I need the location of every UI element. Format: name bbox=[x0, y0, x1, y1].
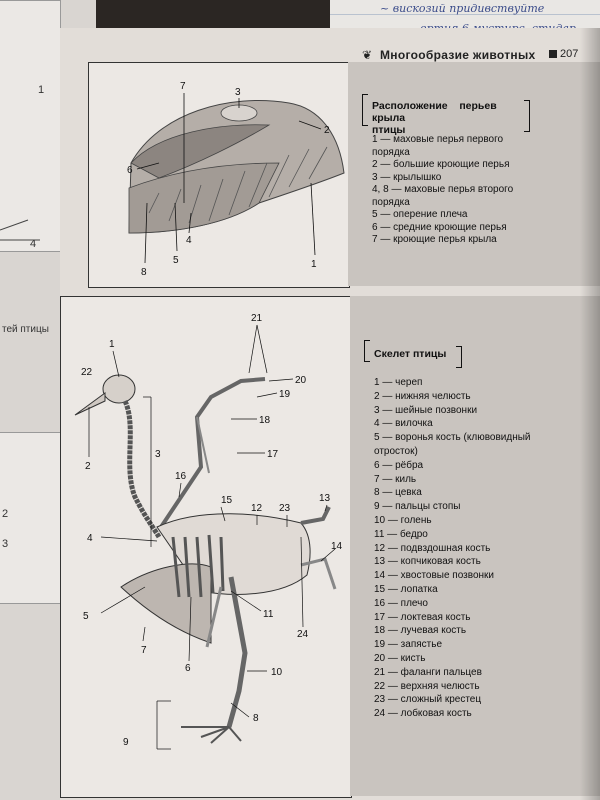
skeleton-label-17: 17 bbox=[267, 449, 279, 460]
wing-title-bracket-left bbox=[362, 94, 368, 126]
skeleton-title-bracket-left bbox=[364, 340, 370, 362]
legend-item: порядка bbox=[372, 146, 410, 158]
wing-legend-list bbox=[372, 134, 513, 247]
legend-item: 7 — киль bbox=[374, 473, 417, 485]
legend-item: 20 — кисть bbox=[374, 652, 426, 664]
page-number: 207 bbox=[560, 48, 579, 60]
skeleton-label-10: 10 bbox=[271, 667, 283, 678]
legend-item: 18 — лучевая кость bbox=[374, 625, 467, 637]
left-page-figure-bottom bbox=[0, 432, 61, 604]
skeleton-legend-list bbox=[374, 376, 531, 721]
left-label-2: 2 bbox=[2, 508, 9, 520]
skeleton-label-24: 24 bbox=[297, 629, 309, 640]
butterfly-icon: ❦ bbox=[362, 48, 373, 62]
legend-item: отросток) bbox=[374, 445, 418, 457]
wing-title-word: Расположение bbox=[372, 100, 448, 112]
wing-label-7: 7 bbox=[180, 81, 186, 92]
wing-label-6: 6 bbox=[127, 165, 133, 176]
skeleton-label-12: 12 bbox=[251, 503, 263, 514]
skeleton-label-11: 11 bbox=[263, 609, 274, 620]
handwriting-line: ~ вискозий придивствуйте bbox=[380, 2, 545, 15]
wing-label-3: 3 bbox=[235, 87, 241, 98]
legend-item: 2 — большие кроющие перья bbox=[372, 159, 510, 170]
skeleton-label-4: 4 bbox=[87, 533, 93, 544]
legend-item: 2 — нижняя челюсть bbox=[374, 390, 471, 402]
left-page-caption: тей птицы bbox=[2, 324, 49, 335]
skeleton-label-18: 18 bbox=[259, 415, 271, 426]
legend-item: 14 — хвостовые позвонки bbox=[374, 570, 495, 582]
skeleton-label-21: 21 bbox=[251, 313, 263, 324]
skeleton-label-19: 19 bbox=[279, 389, 291, 400]
legend-item: 22 — верхняя челюсть bbox=[374, 680, 480, 692]
skeleton-label-1: 1 bbox=[109, 339, 115, 350]
legend-item: 1 — череп bbox=[374, 377, 423, 388]
skeleton-figure bbox=[61, 297, 351, 797]
legend-item: 11 — бедро bbox=[374, 528, 428, 540]
wing-label-8: 8 bbox=[141, 267, 147, 278]
legend-item: 7 — кроющие перья крыла bbox=[372, 234, 497, 245]
legend-item: 3 — шейные позвонки bbox=[374, 404, 478, 416]
page-shadow bbox=[580, 28, 600, 800]
wing-label-2: 2 bbox=[324, 125, 330, 136]
wing-legend-title bbox=[372, 100, 532, 136]
legend-item: 4, 8 — маховые перья второго bbox=[372, 184, 514, 195]
skeleton-label-16: 16 bbox=[175, 471, 187, 482]
header-square-mark bbox=[549, 50, 557, 58]
left-label-4: 4 bbox=[30, 238, 37, 250]
skeleton-label-3: 3 bbox=[155, 449, 161, 460]
legend-item: 8 — цевка bbox=[374, 487, 422, 499]
legend-item: 5 — оперение плеча bbox=[372, 209, 468, 220]
legend-item: 10 — голень bbox=[374, 514, 432, 526]
legend-item: 24 — лобковая кость bbox=[374, 708, 472, 720]
wing-title-word: птицы bbox=[372, 124, 406, 136]
wing-label-4: 4 bbox=[186, 235, 192, 246]
legend-item: 12 — подвздошная кость bbox=[374, 542, 491, 554]
left-label-1: 1 bbox=[38, 84, 45, 96]
skeleton-label-2: 2 bbox=[85, 461, 91, 472]
legend-item: 15 — лопатка bbox=[374, 583, 438, 595]
skeleton-label-22: 22 bbox=[81, 367, 93, 378]
skeleton-label-20: 20 bbox=[295, 375, 307, 386]
legend-item: 13 — копчиковая кость bbox=[374, 556, 481, 568]
legend-item: 1 — маховые перья первого bbox=[372, 134, 504, 145]
legend-item: 21 — фаланги пальцев bbox=[374, 666, 482, 678]
left-label-3: 3 bbox=[2, 538, 9, 550]
wing-label-5: 5 bbox=[173, 255, 179, 266]
skeleton-legend-title: Скелет птицы bbox=[374, 348, 447, 360]
legend-item: 6 — средние кроющие перья bbox=[372, 221, 507, 233]
skeleton-title-bracket-right bbox=[456, 346, 462, 368]
skeleton-label-8: 8 bbox=[253, 713, 259, 724]
legend-item: 16 — плечо bbox=[374, 597, 428, 609]
skeleton-label-14: 14 bbox=[331, 541, 343, 552]
wing-figure bbox=[89, 63, 349, 287]
legend-item: 5 — воронья кость (клювовидный bbox=[374, 432, 531, 444]
wing-legend-panel bbox=[348, 62, 600, 286]
skeleton-label-7: 7 bbox=[141, 645, 147, 656]
legend-item: порядка bbox=[372, 196, 410, 208]
skeleton-label-6: 6 bbox=[185, 663, 191, 674]
legend-item: 4 — вилочка bbox=[374, 418, 433, 430]
skeleton-label-5: 5 bbox=[83, 611, 89, 622]
wing-figure-panel bbox=[88, 62, 350, 288]
legend-item: 23 — сложный крестец bbox=[374, 694, 482, 706]
header-title: Многообразие животных bbox=[380, 48, 536, 62]
skeleton-label-15: 15 bbox=[221, 495, 233, 506]
skeleton-label-13: 13 bbox=[319, 493, 331, 504]
wing-title-word: перьев bbox=[459, 100, 497, 112]
legend-item: 9 — пальцы стопы bbox=[374, 501, 461, 513]
legend-item: 19 — запястье bbox=[374, 639, 443, 651]
wing-title-word: крыла bbox=[372, 112, 406, 124]
legend-item: 17 — локтевая кость bbox=[374, 611, 471, 623]
skeleton-figure-panel bbox=[60, 296, 352, 798]
legend-item: 3 — крылышко bbox=[372, 171, 442, 183]
wing-label-1: 1 bbox=[311, 259, 317, 270]
skeleton-legend-panel bbox=[350, 296, 600, 796]
skeleton-label-9: 9 bbox=[123, 737, 129, 748]
page-header bbox=[60, 36, 600, 62]
book-page bbox=[60, 28, 600, 800]
legend-item: 6 — рёбра bbox=[374, 459, 424, 471]
left-page-figure-lines bbox=[0, 180, 60, 250]
skeleton-label-23: 23 bbox=[279, 503, 291, 514]
